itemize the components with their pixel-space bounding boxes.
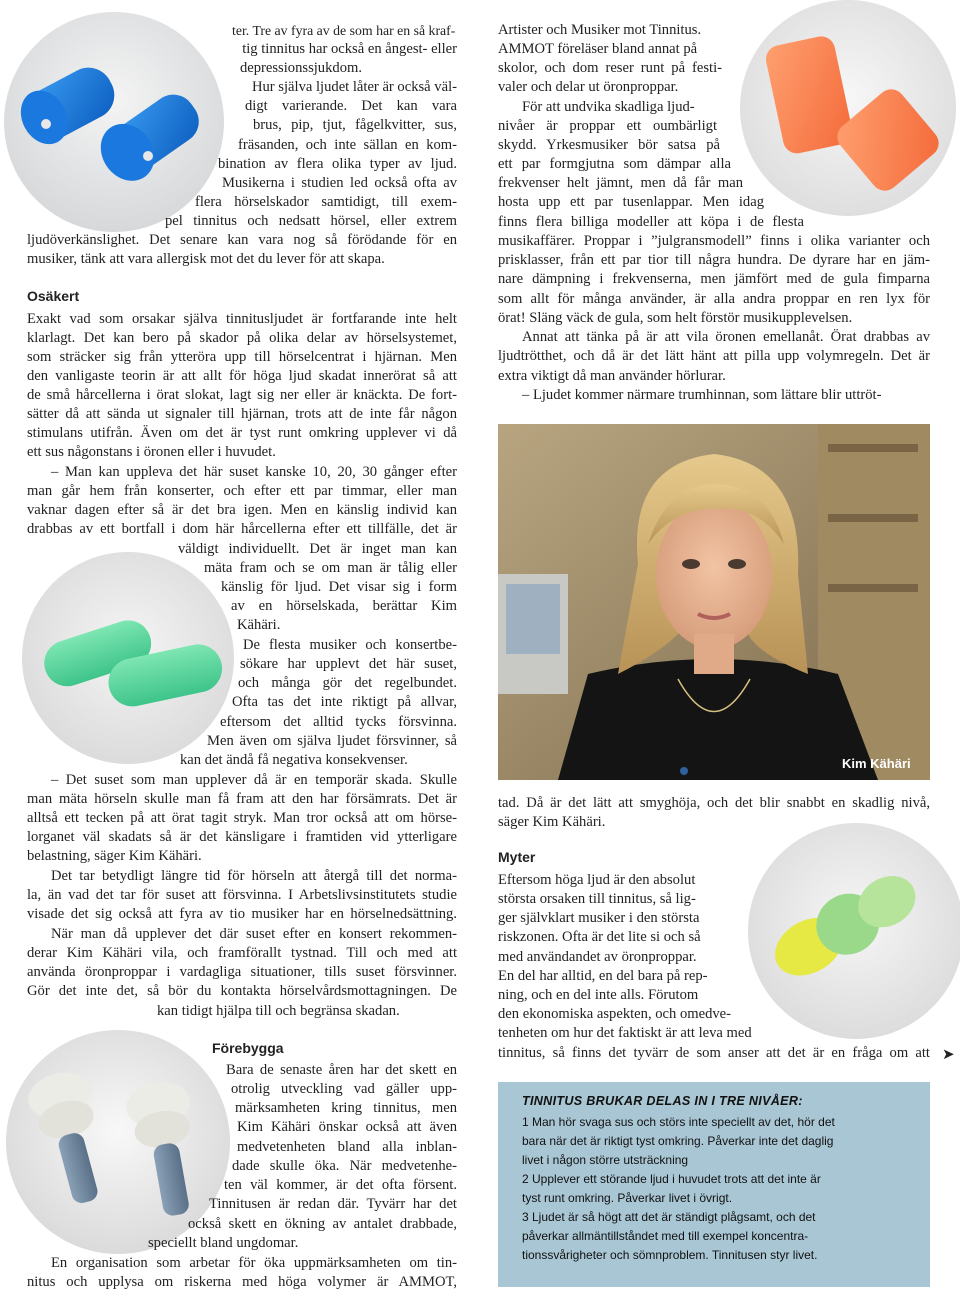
yellow-green-earplug-photo <box>736 816 960 1046</box>
body-line: bination av flera olika typer av ljud. <box>218 156 457 172</box>
body-line: känslig för ljud. Det visar sig i form <box>221 579 457 595</box>
heading-forebygga: Förebygga <box>212 1040 284 1056</box>
body-line: största orsaken till tinnitus, så lig- <box>498 891 696 907</box>
body-line: av en hörselskada, berättar Kim <box>231 598 457 614</box>
body-line: Men även om själva ljudet försvinner, så <box>207 733 457 749</box>
body-line: prisklasser, från ett par tior till några hundra. De dyrare har en jäm- <box>498 252 930 268</box>
body-line: En organisation som arbetar för öka uppmärksamheten om tin- <box>51 1255 457 1271</box>
body-line: digt varierande. Det kan vara <box>245 98 457 114</box>
body-line: man mäta hörseln skulle man få fram att den har försämrats. Det är <box>27 791 457 807</box>
body-line: depressionssjukdom. <box>239 60 362 76</box>
fact-box-line: livet i någon större utsträckning <box>522 1153 689 1167</box>
body-line: otrolig utveckling vad gäller upp- <box>231 1081 457 1097</box>
body-line: väldigt individuellt. Det är inget man kan <box>178 541 457 557</box>
body-line: extra viktigt då man använder hörlurar. <box>498 368 726 384</box>
fact-box-line: 3 Ljudet är så högt att det är ständigt plågsamt, och det <box>522 1210 816 1224</box>
body-line: skolor, och dom reser runt på festi- <box>498 60 722 76</box>
body-line: stimulans utifrån. Även om det är tyst runt omkring upplever vi då <box>27 425 457 441</box>
body-line: de små hårcellerna i örat slokat, lagt sig ner eller är knäckta. De fort- <box>27 387 457 403</box>
fact-box <box>498 1082 930 1287</box>
body-line: fräsanden, och inte sällan en kom- <box>238 137 457 153</box>
body-line: märksamheten kring tinnitus, men <box>235 1100 457 1116</box>
body-line: Ofta tas det inte riktigt på allvar, <box>232 694 457 710</box>
portrait-caption: Kim Kähäri <box>842 756 911 771</box>
body-line: dade skulle öka. När medvetenhe- <box>232 1158 457 1174</box>
body-line: Kähäri. <box>237 617 281 633</box>
portrait-photo <box>498 424 930 780</box>
body-line: AMMOT föreläser bland annat på <box>498 41 698 57</box>
body-line: lorganet väl skadats så är det känsligare i framtiden vid ytterligare <box>27 829 457 845</box>
body-line: – Ljudet kommer närmare trumhinnan, som lättare blir uttröt- <box>522 387 882 403</box>
fact-box-line: 2 Upplever ett störande ljud i huvudet trots att det inte är <box>522 1172 821 1186</box>
body-line: När man då upplever det där suset efter en konsert rekommen- <box>51 926 457 942</box>
body-line: Bara de senaste åren har det skett en <box>226 1062 457 1078</box>
body-line: musikaffärer. Proppar i ”julgransmodell” finns i olika varianter och <box>498 233 930 249</box>
body-line: ten väl kommer, är det ofta försent. <box>224 1177 457 1193</box>
body-line: nivåer är proppar ett oumbärligt <box>498 118 717 134</box>
continue-arrow-icon: ➤ <box>942 1045 955 1063</box>
body-line: la, än vad det tar för suset att försvinna. I Arbetslivsinstitutets studie <box>27 887 457 903</box>
body-line: tinnitus, så finns det tyvärr de som anser att det är en fråga om att <box>498 1045 930 1061</box>
body-line: speciellt bland ungdomar. <box>148 1235 299 1251</box>
body-line: Musikerna i studien led också ofta av <box>222 175 457 191</box>
body-line: ett par formgjutna som dämpar alla <box>498 156 731 172</box>
body-line: skydd. Yrkesmusiker bör satsa på <box>498 137 720 153</box>
body-line: alltså ett tecken på att örat tagit stryk. Man tror också att om hörse- <box>27 810 457 826</box>
body-line: den ekonomiska aspekten, och omedve- <box>498 1006 732 1022</box>
body-line: mäta fram och se om man är tålig eller <box>204 560 457 576</box>
body-line: För att undvika skadliga ljud- <box>522 99 695 115</box>
body-line: och många gör det regelbundet. <box>238 675 457 691</box>
body-line: den vanligaste teorin är att allt för höga ljud skadat innerörat så att <box>27 368 457 384</box>
body-line: Artister och Musiker mot Tinnitus. <box>498 22 702 38</box>
body-line: visade det sig också att fyra av tio musiker har en hörselnedsättning. <box>27 906 457 922</box>
body-line: ljudtrötthet, och då är det lätt hänt att pilla upp volymregeln. Det är <box>498 348 930 364</box>
body-line: valer och delar ut öronproppar. <box>498 79 679 95</box>
body-line: Exakt vad som orsakar själva tinnitusljudet är fortfarande inte helt <box>27 311 457 327</box>
fact-box-line: påverkar allmäntillståndet med till exempel koncentra- <box>522 1229 809 1243</box>
body-line: – Man kan uppleva det här suset kanske 10, 20, 30 gånger efter <box>51 464 457 480</box>
body-line: säger Kim Kähäri. <box>498 814 606 830</box>
body-line: finns flera billiga modeller att köpa i de flesta <box>498 214 804 230</box>
body-line: Hur själva ljudet låter är också väl- <box>251 79 457 95</box>
heading-myter: Myter <box>498 849 536 865</box>
body-line: också skett en ökning av antalet drabbade, <box>188 1216 457 1232</box>
body-line: tig tinnitus har också en ångest- eller <box>242 41 457 57</box>
body-line: örat! Släng väck de gula, som helt förstör musikupplevelsen. <box>498 310 853 326</box>
body-line: musiker, tänk att vara allergisk mot det du lever för att skapa. <box>27 251 385 267</box>
fact-box-line: bara när det är riktigt tyst omkring. Påverkar inte det daglig <box>522 1134 834 1148</box>
body-line: tad. Då är det lätt att smyghöja, och det blir snabbt en skadlig nivå, <box>498 795 930 811</box>
body-line: sätter då att sända ut signaler till hjärnan, trots att de inte får någon <box>27 406 457 422</box>
body-line: nitus och upplysa om riskerna med höga volymer är AMMOT, <box>27 1274 457 1290</box>
body-line: medvetenheten bland alla inblan- <box>237 1139 457 1155</box>
body-line: Gör det inte det, så bör du kontakta hörselvårdsmottagningen. De <box>27 983 457 999</box>
fact-box-line: tionssvårigheter och sömnproblem. Tinnitusen styr livet. <box>522 1248 818 1262</box>
body-line: nare dämpning i frekvenserna, men jämfört med de gula fimparna <box>498 271 930 287</box>
body-line: som allt för många använder, är alla andra proppar en ren lyx för <box>498 291 930 307</box>
body-line: ger självklart musiker i den största <box>498 910 700 926</box>
body-line: eftersom det alltid tycks försvinna. <box>220 714 457 730</box>
body-line: med användandet av öronproppar. <box>498 949 697 965</box>
body-line: riskzonen. Ofta är det lite si och så <box>498 929 701 945</box>
body-line: ljudöverkänslighet. Det senare kan vara nog så förödande för en <box>27 232 457 248</box>
body-line: man går hem från konserter, och efter ett par timmar, eller man <box>27 483 457 499</box>
body-line: Eftersom höga ljud är den absolut <box>498 872 696 888</box>
body-line: använda öronproppar i vardagliga situationer, tills suset försvinner. <box>27 964 457 980</box>
body-line: En del har alltid, en del bara på rep- <box>498 968 708 984</box>
body-line: – Det suset som man upplever då är en temporär skada. Skulle <box>51 772 457 788</box>
body-line: ett sus någonstans i öronen eller i huvudet. <box>27 444 276 460</box>
body-line: hosta upp ett par tusenlappar. Men idag <box>498 194 764 210</box>
body-line: ning, och en del inte alls. Förutom <box>498 987 699 1003</box>
body-line: sökare har upplevt det här suset, <box>240 656 457 672</box>
body-line: belastning, säger Kim Kähäri. <box>27 848 202 864</box>
body-line: Tinnitusen är redan där. Tyvärr har det <box>209 1196 457 1212</box>
body-line: klarlagt. Det kan bero på skador på olika delar av hörselsystemet, <box>27 330 457 346</box>
body-line: som sträcker sig från ytteröra upp till hörselcentrat i hjärnan. Men <box>27 349 457 365</box>
body-line: ter. Tre av fyra av de som har en så kraf- <box>232 23 456 38</box>
fact-box-line: tyst runt omkring. Påverkar livet i övrigt. <box>522 1191 733 1205</box>
body-line: tenheten om hur det faktiskt är att leva med <box>498 1025 752 1041</box>
body-line: pel tinnitus och nedsatt hörsel, eller extrem <box>165 213 457 229</box>
body-line: Det tar betydligt längre tid för hörseln att återgå till det norma- <box>51 868 457 884</box>
body-line: flera hörselskador samtidigt, till exem- <box>195 194 457 210</box>
body-line: kan det ändå få negativa konsekvenser. <box>180 752 408 768</box>
body-line: Annat att tänka på är att vila öronen emellanåt. Örat drabbas av <box>522 329 930 345</box>
body-line: De flesta musiker och konsertbe- <box>243 637 457 653</box>
body-line: drabbas av ett bortfall i dom här hårcellerna efter ett tillfälle, det är <box>27 521 457 537</box>
body-line: derar Kim Kähäri vila, och framförallt tystnad. Till och med att <box>27 945 457 961</box>
body-line: frekvenser helt jämnt, men då får man <box>498 175 743 191</box>
fact-box-title: TINNITUS BRUKAR DELAS IN I TRE NIVÅER: <box>522 1094 803 1108</box>
body-line: vaknar dagen efter så är det bra igen. Men en känslig individ kan <box>27 502 457 518</box>
body-line: Kim Kähäri önskar också att även <box>237 1119 457 1135</box>
body-line: kan tidigt hjälpa till och begränsa skadan. <box>157 1003 400 1019</box>
body-line: brus, pip, tjut, fågelkvitter, sus, <box>253 117 457 133</box>
heading-osakert: Osäkert <box>27 288 80 304</box>
fact-box-line: 1 Man hör svaga sus och störs inte speciellt av det, hör det <box>522 1115 835 1129</box>
